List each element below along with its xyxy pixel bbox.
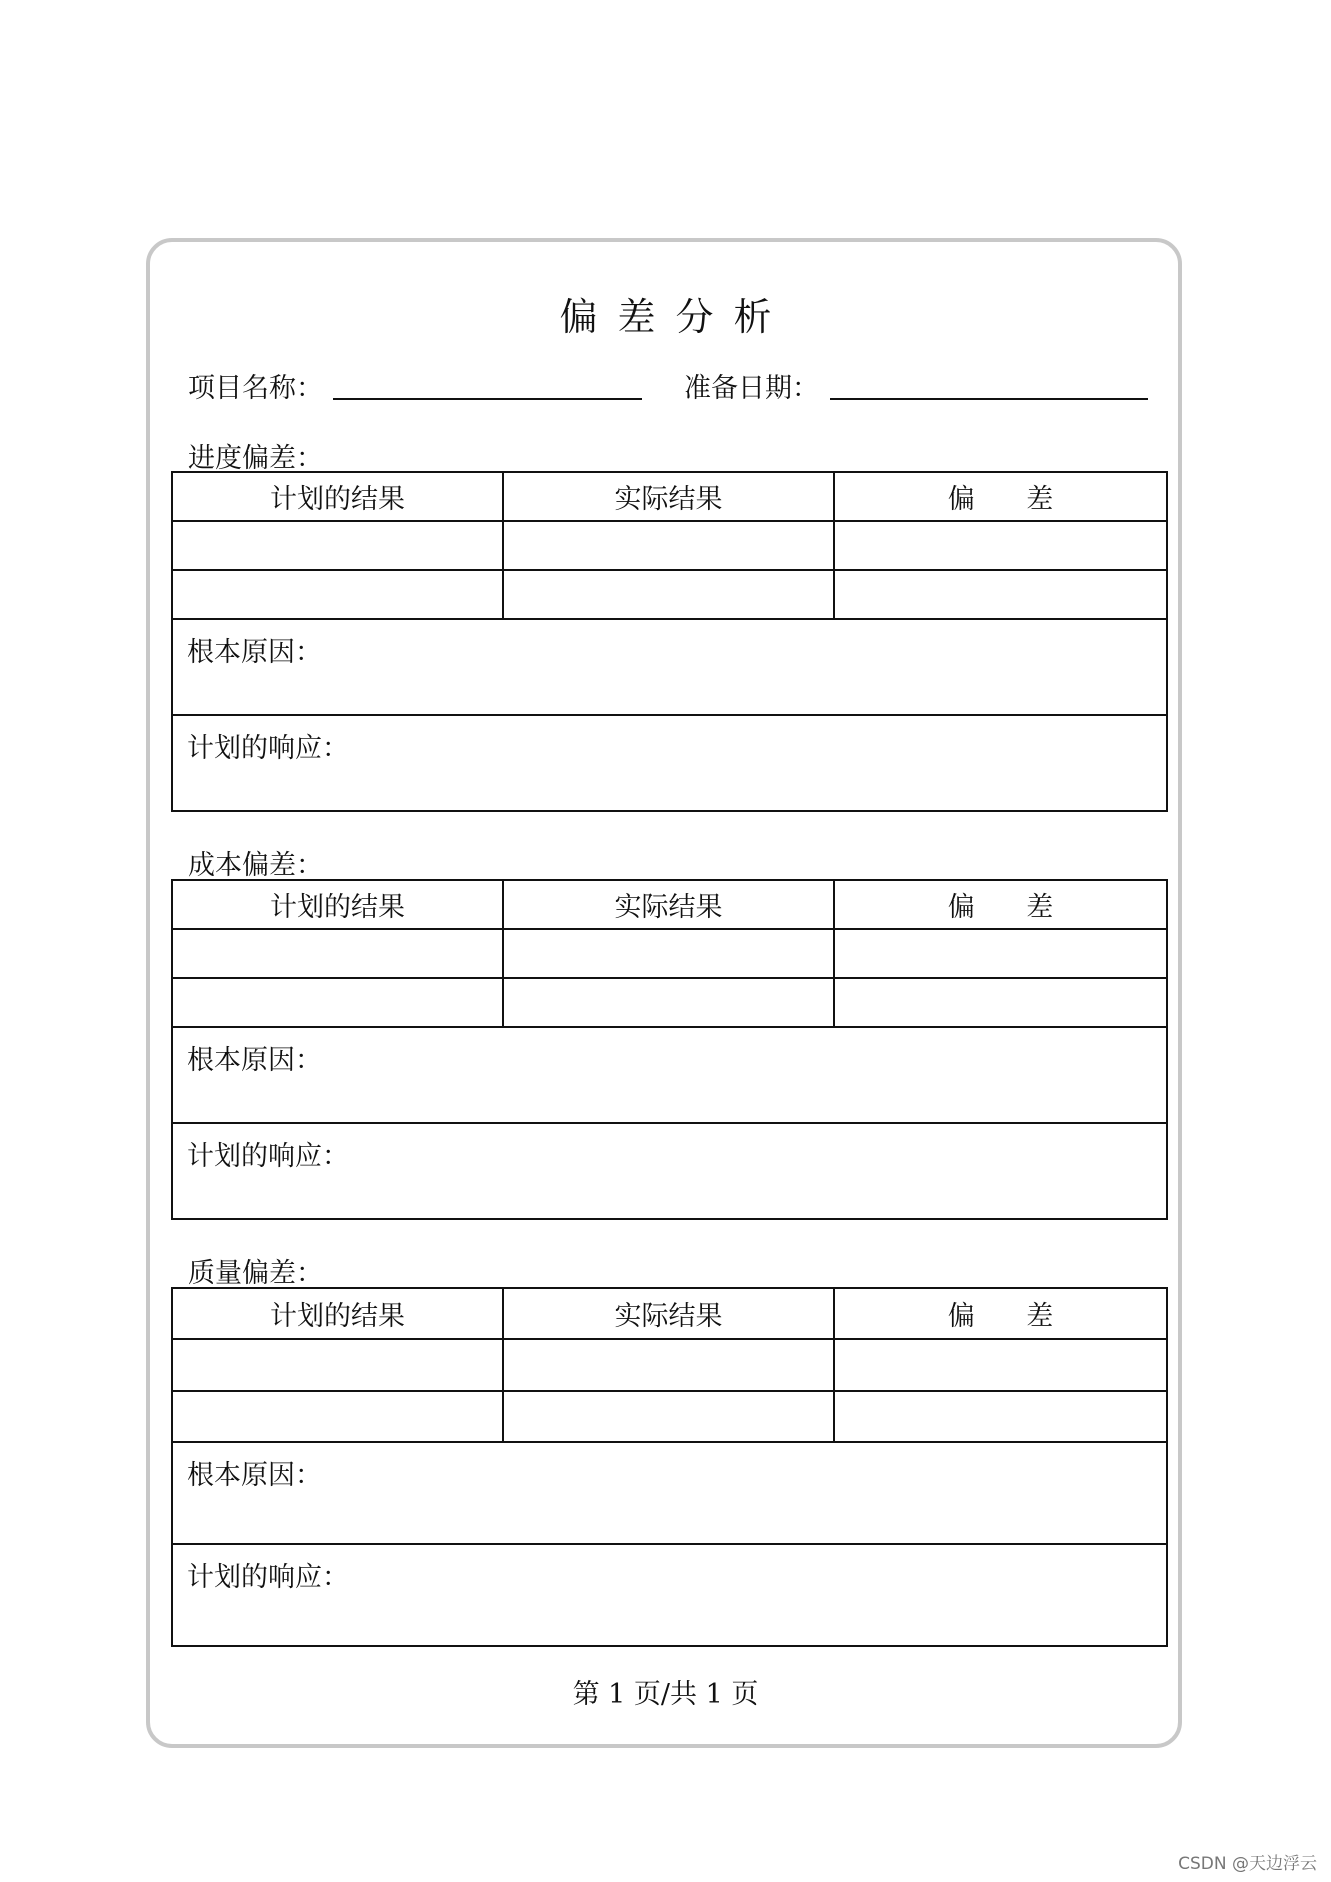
variance-cell[interactable] xyxy=(834,978,1167,1027)
variance-cell[interactable] xyxy=(834,1391,1167,1442)
root-cause-cell[interactable] xyxy=(172,1442,1167,1544)
header-actual-result: 实际结果 xyxy=(503,880,834,929)
header-actual-result: 实际结果 xyxy=(503,1288,834,1339)
variance-cell[interactable] xyxy=(834,521,1167,570)
planned-result-cell[interactable] xyxy=(172,570,503,619)
actual-result-cell[interactable] xyxy=(503,521,834,570)
root-cause-label: 根本原因： xyxy=(187,1045,322,1076)
page-indicator: 第 1 页/共 1 页 xyxy=(572,1679,759,1710)
root-cause-label: 根本原因： xyxy=(187,637,322,668)
planned-result-cell[interactable] xyxy=(172,1339,503,1391)
actual-result-cell[interactable] xyxy=(503,929,834,978)
quality-variance-label: 质量偏差： xyxy=(188,1258,323,1289)
root-cause-cell[interactable] xyxy=(172,1027,1167,1123)
project-name-field[interactable] xyxy=(333,398,642,400)
watermark: CSDN @天边浮云 xyxy=(1178,1854,1317,1874)
planned-result-cell[interactable] xyxy=(172,978,503,1027)
schedule-variance-label: 进度偏差： xyxy=(188,443,323,474)
cost-variance-table xyxy=(171,879,1168,1220)
planned-response-cell[interactable] xyxy=(172,1123,1167,1219)
variance-cell[interactable] xyxy=(834,1339,1167,1391)
variance-cell[interactable] xyxy=(834,570,1167,619)
planned-response-cell[interactable] xyxy=(172,715,1167,811)
planned-response-label: 计划的响应： xyxy=(187,1141,349,1172)
prepare-date-label: 准备日期： xyxy=(684,373,819,404)
header-planned-result: 计划的结果 xyxy=(172,1288,503,1339)
actual-result-cell[interactable] xyxy=(503,1391,834,1442)
cost-variance-label: 成本偏差： xyxy=(188,850,323,881)
header-actual-result: 实际结果 xyxy=(503,472,834,521)
header-variance: 偏 差 xyxy=(834,1288,1167,1339)
project-name-label: 项目名称： xyxy=(188,373,323,404)
prepare-date-field[interactable] xyxy=(830,398,1148,400)
actual-result-cell[interactable] xyxy=(503,570,834,619)
root-cause-label: 根本原因： xyxy=(187,1460,322,1491)
header-variance: 偏 差 xyxy=(834,472,1167,521)
form-title: 偏差分析 xyxy=(559,295,792,339)
variance-cell[interactable] xyxy=(834,929,1167,978)
actual-result-cell[interactable] xyxy=(503,978,834,1027)
planned-result-cell[interactable] xyxy=(172,1391,503,1442)
header-planned-result: 计划的结果 xyxy=(172,472,503,521)
root-cause-cell[interactable] xyxy=(172,619,1167,715)
actual-result-cell[interactable] xyxy=(503,1339,834,1391)
quality-variance-table xyxy=(171,1287,1168,1647)
planned-response-label: 计划的响应： xyxy=(187,1562,349,1593)
planned-result-cell[interactable] xyxy=(172,521,503,570)
header-planned-result: 计划的结果 xyxy=(172,880,503,929)
header-variance: 偏 差 xyxy=(834,880,1167,929)
planned-result-cell[interactable] xyxy=(172,929,503,978)
planned-response-cell[interactable] xyxy=(172,1544,1167,1646)
planned-response-label: 计划的响应： xyxy=(187,733,349,764)
schedule-variance-table xyxy=(171,471,1168,812)
